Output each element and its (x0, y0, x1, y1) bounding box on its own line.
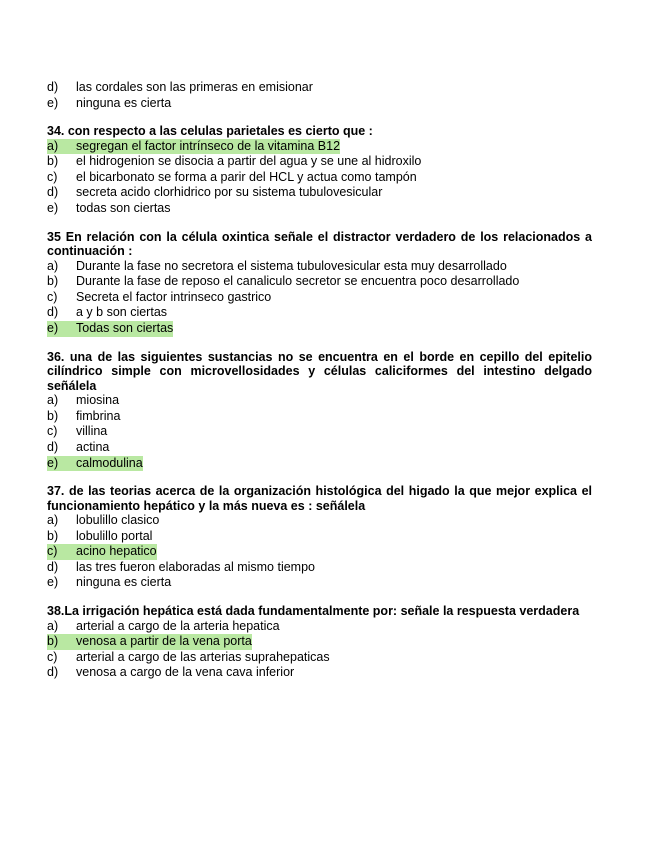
option-text: actina (76, 439, 110, 454)
answer-option-highlighted (47, 321, 592, 337)
question-text: 34. con respecto a las celulas parietales es cierto que : (47, 124, 373, 139)
question-block (47, 124, 592, 216)
option-letter: d) (47, 80, 59, 94)
option-letter: b) (47, 634, 76, 650)
question-block (47, 230, 592, 337)
question-text: 36. una de las siguientes sustancias no se encuentra en el borde en cepillo del epitelio cilíndrico simple con microvellosidades y células caliciformes del intestino delgado señálela (47, 349, 592, 393)
answer-option-highlighted (47, 634, 592, 650)
answer-option (47, 560, 592, 576)
question-text: 37. de las teorias acerca de la organización histológica del higado la que mejor explica el funcionamiento hepático y la más nueva es : señálela (47, 484, 592, 513)
option-text: lobulillo portal (76, 528, 153, 543)
option-text: arterial a cargo de las arterias suprahepaticas (76, 649, 330, 664)
option-text: venosa a cargo de la vena cava inferior (76, 665, 295, 680)
answer-option (47, 154, 592, 170)
answer-option (47, 619, 592, 635)
option-text: acino hepatico (76, 544, 157, 559)
option-letter: a) (47, 139, 76, 155)
answer-option (47, 393, 592, 409)
option-letter: d) (47, 559, 59, 574)
option-text: villina (76, 424, 108, 439)
option-text: el hidrogenion se disocia a partir del agua y se une al hidroxilo (76, 154, 422, 169)
answer-option (47, 513, 592, 529)
answer-option (47, 665, 592, 681)
answer-option-highlighted (47, 456, 592, 472)
answer-option (47, 424, 592, 440)
answer-option (47, 274, 592, 290)
option-text: Secreta el factor intrinseco gastrico (76, 289, 272, 304)
answer-option (47, 185, 592, 201)
answer-option (47, 650, 592, 666)
option-text: calmodulina (76, 455, 143, 470)
answer-option-highlighted (47, 139, 592, 155)
option-letter: d) (47, 305, 59, 320)
option-text: Durante la fase de reposo el canaliculo secretor se encuentra poco desarrollado (76, 274, 520, 289)
option-letter: c) (47, 289, 58, 304)
question-block (47, 350, 592, 471)
answer-option (47, 80, 592, 96)
option-text: las cordales son las primeras en emisionar (76, 80, 313, 94)
option-text: el bicarbonato se forma a parir del HCL y actua como tampón (76, 169, 417, 184)
option-text: Todas son ciertas (76, 321, 174, 336)
option-letter: b) (47, 154, 59, 169)
option-letter: c) (47, 649, 58, 664)
document-page (47, 80, 592, 694)
answer-option-highlighted (47, 544, 592, 560)
option-letter: c) (47, 169, 58, 184)
option-letter: e) (47, 201, 59, 216)
option-letter: a) (47, 258, 59, 273)
option-letter: a) (47, 513, 59, 528)
option-text: miosina (76, 393, 120, 408)
option-letter: a) (47, 393, 59, 408)
option-text: Durante la fase no secretora el sistema tubulovesicular esta muy desarrollado (76, 258, 507, 273)
answer-option (47, 201, 592, 217)
option-letter: e) (47, 95, 59, 110)
option-letter: c) (47, 424, 58, 439)
option-letter: b) (47, 408, 59, 423)
option-text: ninguna es cierta (76, 575, 172, 590)
question-text: 35 En relación con la célula oxintica señale el distractor verdadero de los relacionados a continuación : (47, 229, 592, 259)
option-text: todas son ciertas (76, 201, 171, 216)
option-text: secreta acido clorhidrico por su sistema tubulovesicular (76, 185, 383, 200)
option-letter: e) (47, 321, 76, 337)
option-text: ninguna es cierta (76, 95, 172, 110)
answer-option (47, 96, 592, 112)
option-text: a y b son ciertas (76, 305, 168, 320)
option-letter: b) (47, 274, 59, 289)
answer-option (47, 259, 592, 275)
option-letter: e) (47, 456, 76, 472)
question-text: 38.La irrigación hepática está dada fundamentalmente por: señale la respuesta verdadera (47, 604, 580, 619)
option-text: arterial a cargo de la arteria hepatica (76, 618, 280, 633)
answer-option (47, 409, 592, 425)
option-letter: a) (47, 618, 59, 633)
option-letter: d) (47, 185, 59, 200)
option-letter: c) (47, 544, 76, 560)
option-letter: d) (47, 439, 59, 454)
answer-option (47, 529, 592, 545)
option-text: venosa a partir de la vena porta (76, 634, 252, 649)
option-letter: e) (47, 575, 59, 590)
option-text: las tres fueron elaboradas al mismo tiempo (76, 559, 316, 574)
answer-option (47, 170, 592, 186)
previous-question-tail (47, 80, 592, 111)
option-letter: b) (47, 528, 59, 543)
option-text: segregan el factor intrínseco de la vitamina B12 (76, 138, 341, 153)
questions-list (47, 124, 592, 681)
option-text: lobulillo clasico (76, 513, 160, 528)
option-text: fimbrina (76, 408, 121, 423)
answer-option (47, 290, 592, 306)
answer-option (47, 575, 592, 591)
answer-option (47, 440, 592, 456)
option-letter: d) (47, 665, 59, 680)
answer-option (47, 305, 592, 321)
question-block (47, 604, 592, 681)
question-block (47, 484, 592, 591)
